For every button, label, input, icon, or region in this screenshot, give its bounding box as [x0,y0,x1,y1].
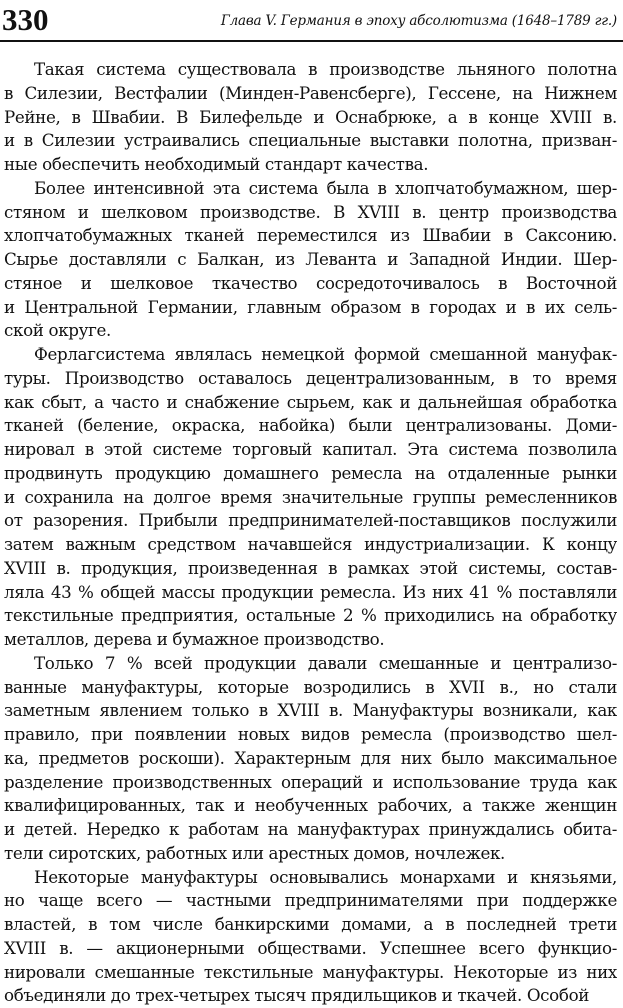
text-line: тканей (беление, окраска, набойка) были централизованы. Доми- [4,414,617,438]
text-line: разделение производственных операций и использование труда как [4,771,617,795]
text-line: от разорения. Прибыли предпринимателей-поставщиков послужили [4,509,617,533]
text-line: стяное и шелковое ткачество сосредоточивалось в Восточной [4,272,617,296]
paragraph [4,177,617,343]
text-line: заметным явлением только в XVIII в. Мануфактуры возникали, как [4,699,617,723]
text-line: Ферлагсистема являлась немецкой формой смешанной мануфак- [4,343,617,367]
text-line: квалифицированных, так и необученных рабочих, а также женщин [4,794,617,818]
text-line: но чаще всего — частными предпринимателями при поддержке [4,889,617,913]
page-number: 330 [2,2,49,38]
text-line: и сохранила на долгое время значительные группы ремесленников [4,486,617,510]
text-line: и детей. Нередко к работам на мануфактурах принуждались обита- [4,818,617,842]
text-line: металлов, дерева и бумажное производство. [4,628,617,652]
text-line: и Центральной Германии, главным образом в городах и в их сель- [4,296,617,320]
text-line: Более интенсивной эта система была в хлопчатобумажном, шер- [4,177,617,201]
text-line: XVIII в. — акционерными обществами. Успешнее всего функцио- [4,937,617,961]
text-line: туры. Производство оставалось децентрализованным, в то время [4,367,617,391]
text-line: и в Силезии устраивались специальные выставки полотна, призван- [4,129,617,153]
paragraph [4,866,617,1008]
text-line: правило, при появлении новых видов ремесла (производство шел- [4,723,617,747]
text-line: Сырье доставляли с Балкан, из Леванта и Западной Индии. Шер- [4,248,617,272]
text-line: объединяли до трех-четырех тысяч прядильщиков и ткачей. Особой [4,984,617,1008]
body-text [4,58,617,1008]
text-line: тели сиротских, работных или арестных домов, ночлежек. [4,842,617,866]
text-line: ванные мануфактуры, которые возродились в XVII в., но стали [4,676,617,700]
text-line: властей, в том числе банкирскими домами, а в последней трети [4,913,617,937]
text-line: стяном и шелковом производстве. В XVIII в. центр производства [4,201,617,225]
text-line: в Силезии, Вестфалии (Минден-Равенсберге), Гессене, на Нижнем [4,82,617,106]
text-line: ской округе. [4,319,617,343]
text-line: XVIII в. продукция, произведенная в рамках этой системы, состав- [4,557,617,581]
text-line: Только 7 % всей продукции давали смешанные и централизо- [4,652,617,676]
text-line: текстильные предприятия, остальные 2 % приходились на обработку [4,604,617,628]
text-line: затем важным средством начавшейся индустриализации. К концу [4,533,617,557]
paragraph [4,343,617,652]
text-line: Рейне, в Швабии. В Билефельде и Оснабрюке, а в конце XVIII в. [4,106,617,130]
text-line: ные обеспечить необходимый стандарт качества. [4,153,617,177]
text-line: ка, предметов роскоши). Характерным для них было максимальное [4,747,617,771]
text-line: Такая система существовала в производстве льняного полотна [4,58,617,82]
text-line: хлопчатобумажных тканей переместился из Швабии в Саксонию. [4,224,617,248]
running-title: Глава V. Германия в эпоху абсолютизма (1648–1789 гг.) [221,13,617,29]
text-line: нировали смешанные текстильные мануфактуры. Некоторые из них [4,961,617,985]
text-line: ляла 43 % общей массы продукции ремесла. Из них 41 % поставляли [4,581,617,605]
text-line: нировал в этой системе торговый капитал. Эта система позволила [4,438,617,462]
page-header [0,4,623,42]
text-line: как сбыт, а часто и снабжение сырьем, как и дальнейшая обработка [4,391,617,415]
paragraph [4,652,617,866]
paragraph [4,58,617,177]
text-line: Некоторые мануфактуры основывались монархами и князьями, [4,866,617,890]
text-line: продвинуть продукцию домашнего ремесла на отдаленные рынки [4,462,617,486]
